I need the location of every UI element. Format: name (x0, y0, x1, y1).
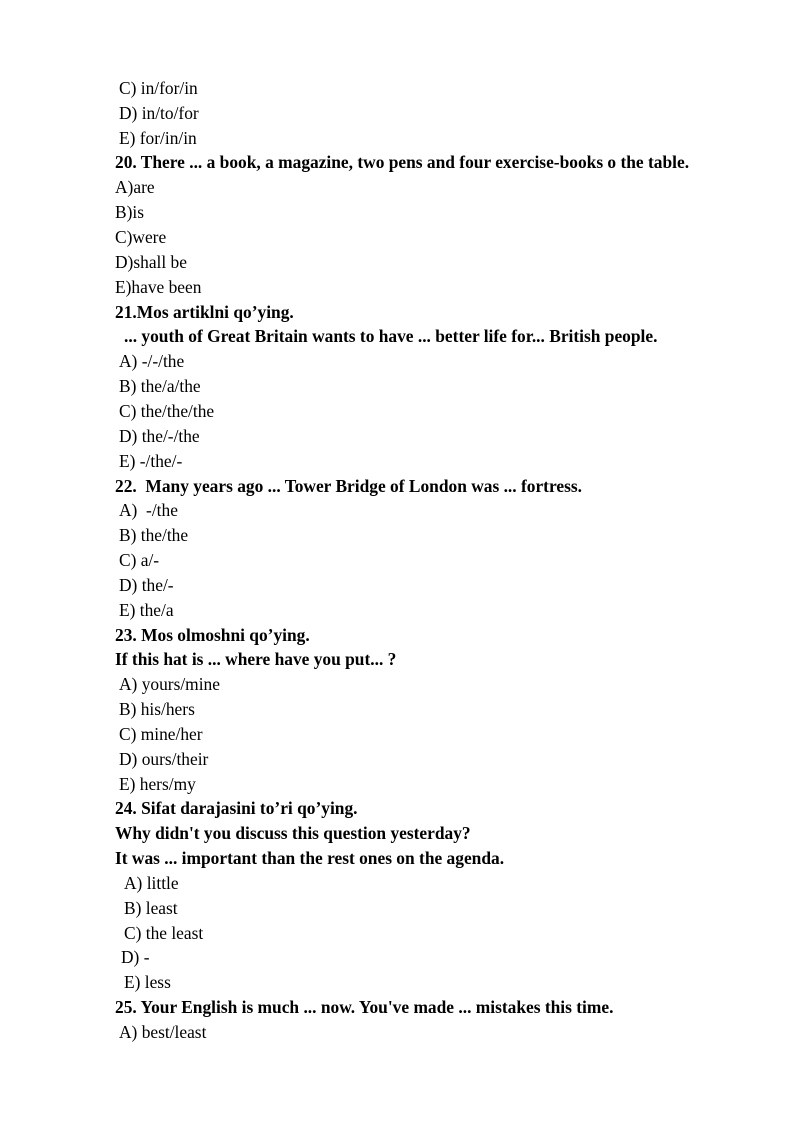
answer-option: D)shall be (115, 252, 187, 272)
answer-option: B) the/a/the (119, 376, 201, 396)
question-20: 20. There ... a book, a magazine, two pens and four exercise-books o the table. (115, 152, 690, 172)
answer-option: E)have been (115, 277, 202, 297)
answer-option: C) in/for/in (119, 78, 198, 98)
answer-option: C) the/the/the (119, 401, 215, 421)
answer-option: E) for/in/in (119, 128, 197, 148)
answer-option: A) yours/mine (119, 674, 220, 694)
answer-option: B) least (124, 898, 178, 918)
answer-option: C) a/- (119, 550, 160, 570)
answer-option: E) hers/my (119, 774, 196, 794)
question-21-title: 21.Mos artiklni qo’ying. (115, 302, 294, 322)
answer-option: D) in/to/for (119, 103, 199, 123)
question-23-sentence: If this hat is ... where have you put... ? (115, 649, 397, 669)
answer-option: D) the/- (119, 575, 174, 595)
answer-option: E) less (124, 972, 171, 992)
answer-option: A) little (124, 873, 179, 893)
question-21-sentence: ... youth of Great Britain wants to have ... better life for... British people. (124, 326, 658, 346)
answer-option: D) - (121, 947, 150, 967)
answer-option: E) -/the/- (119, 451, 183, 471)
answer-option: C) mine/her (119, 724, 203, 744)
question-24-context: Why didn't you discuss this question yesterday? (115, 823, 471, 843)
answer-option: A)are (115, 177, 155, 197)
answer-option: A) -/the (119, 500, 178, 520)
answer-option: B) the/the (119, 525, 189, 545)
answer-option: A) -/-/the (119, 351, 185, 371)
answer-option: A) best/least (119, 1022, 207, 1042)
question-24-sentence: It was ... important than the rest ones on the agenda. (115, 848, 505, 868)
answer-option: C)were (115, 227, 167, 247)
answer-option: E) the/a (119, 600, 174, 620)
answer-option: B)is (115, 202, 144, 222)
answer-option: D) ours/their (119, 749, 209, 769)
question-25: 25. Your English is much ... now. You've made ... mistakes this time. (115, 997, 614, 1017)
question-23-title: 23. Mos olmoshni qo’ying. (115, 625, 310, 645)
answer-option: D) the/-/the (119, 426, 200, 446)
answer-option: B) his/hers (119, 699, 195, 719)
answer-option: C) the least (124, 923, 204, 943)
question-24-title: 24. Sifat darajasini to’ri qo’ying. (115, 798, 358, 818)
question-22: 22. Many years ago ... Tower Bridge of London was ... fortress. (115, 476, 582, 496)
